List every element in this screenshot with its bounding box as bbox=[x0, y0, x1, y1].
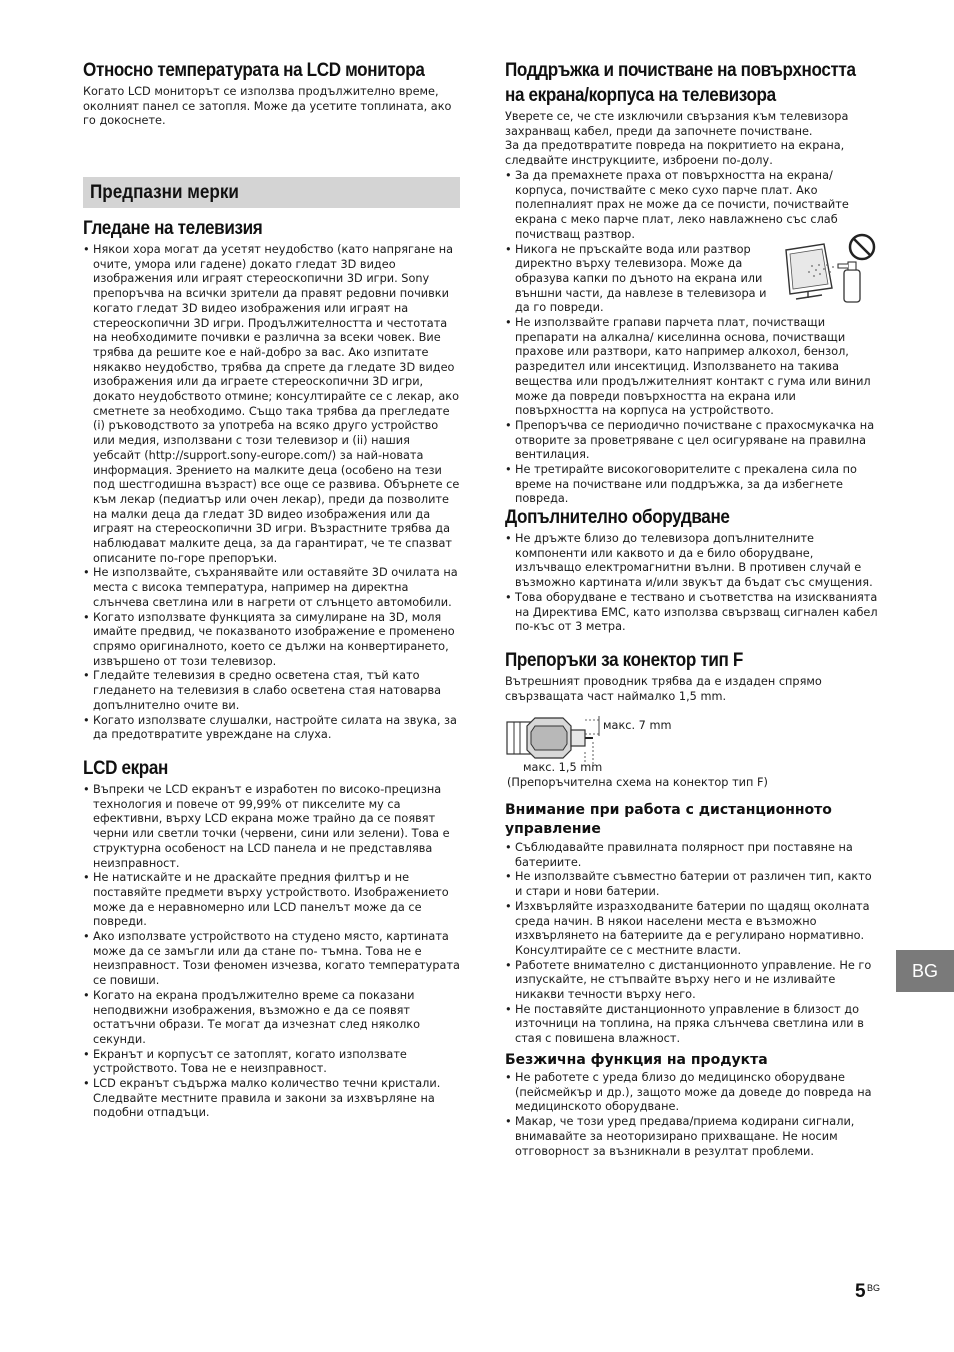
list-item: • LCD екранът съдържа малко количество течни кристали. Следвайте местните правила и закони за изхвърляне на подобни отпадъци. bbox=[83, 1077, 460, 1121]
lcd-screen-heading: LCD екран bbox=[83, 758, 169, 779]
tv-viewing-heading: Гледане на телевизия bbox=[83, 218, 263, 239]
list-item: • Екранът и корпусът се затоплят, когато използвате устройството. Това не е неизправност. bbox=[83, 1048, 460, 1077]
precautions-band bbox=[83, 177, 460, 208]
list-item: • Работете внимателно с дистанционното управление. Не го изпускайте, не стъпвайте върху него и не изливайте никакви течности върху него. bbox=[505, 959, 880, 1003]
list-item: • За да премахнете праха от повърхността на екрана/корпуса, почиствайте с меко сухо парче плат. Ако полепналият прах не може да се почисти, почиствайте екрана с меко парче плат, леко навлажнено със слаб почистващ разтвор. bbox=[505, 169, 880, 243]
lcd-temperature-heading: Относно температурата на LCD монитора bbox=[83, 60, 425, 81]
f-connector-text: Вътрешният проводник трябва да е издаден спрямо свързващата част наймалко 1,5 mm. bbox=[505, 675, 822, 703]
list-item: • Не използвайте, съхранявайте или оставяйте 3D очилата на места с висока температура, например на директна слънчева светлина или в нагрети от слънцето автомобили. bbox=[83, 566, 460, 610]
precautions-heading: Предпазни мерки bbox=[90, 182, 239, 203]
list-item: • Ако използвате устройството на студено място, картината може да се замъгли или да стане по- тъмна. Това не е неизправност. Този феномен изчезва, когато температурата се повиши. bbox=[83, 930, 460, 989]
remote-list bbox=[505, 841, 880, 1047]
remote-heading-line2: управление bbox=[505, 821, 601, 837]
remote-heading bbox=[505, 801, 832, 839]
list-item: • Когато използвате функцията за симулиране на 3D, моля имайте предвид, че показваното изображение е променено спрямо оригиналното, което се дължи на конвертирането, извършено от този телевизор. bbox=[83, 611, 460, 670]
f-connector-heading: Препоръки за конектор тип F bbox=[505, 650, 743, 671]
list-item: • Съблюдавайте правилната полярност при поставяне на батериите. bbox=[505, 841, 880, 870]
list-item: • Гледайте телевизия в средно осветена стая, тъй като гледането на телевизия в слабо осветена стая натоварва допълнително очите ви. bbox=[83, 669, 460, 713]
care-intro: Уверете се, че сте изключили свързания към телевизора захранващ кабел, преди да започнете почистване. За да предотвратите повреда на покритието на екрана, следвайте инструкциите, изброени по-долу. bbox=[505, 110, 849, 168]
f-connector-max-7mm-label: макс. 7 mm bbox=[603, 719, 672, 732]
list-item: • Някои хора могат да усетят неудобство (като напрягане на очите, умора или гадене) докато гледат 3D видео изображения или играят стереоскопични 3D игри. Sony препоръчва на всички зрители да правят редовни почивки когато гледат 3D видео изображения или играят на стереоскопични 3D игри. Продължителността и честотата на необходимите почивки е различна за всеки човек. Вие трябва да решите кое е най-добро за вас. Ако изпитате някакво неудобство, трябва да спрете да гледате 3D видео изображения или да играете стереоскопични 3D игри, докато неудобството отмине; консултирайте се с лекар, ако сметнете за необходимо. Също така трябва да прегледате (i) ръководството за употреба на всяко друго устройство или медия, използвани с този телевизор и (ii) нашия уебсайт (http://support.sony-europe.com/) за най-новата информация. Зрението на малките деца (особено на тези под шестгодишна възраст) все още се развива. Обърнете се към лекар (педиатър или очен лекар), преди да позволите на малки деца да гледат 3D видео изображения или да играят на стереоскопични 3D игри. Възрастните трябва да наблюдават малките деца, за да гарантират, че те спазват описаните по-горе препоръки. bbox=[83, 243, 460, 566]
list-item: • Въпреки че LCD екранът е изработен по високо-прецизна технология и повече от 99,99% от пикселите му са ефективни, върху LCD екрана може трайно да се появят черни или светли точки (червени, сини или зелени). Това е структурна особеност на LCD панела и не представлява неизправност. bbox=[83, 783, 460, 871]
list-item: • Не третирайте високоговорителите с прекалена сила по време на почистване или поддръжка, за да избегнете повреда. bbox=[505, 463, 880, 507]
tv-viewing-list bbox=[83, 243, 460, 743]
care-heading bbox=[505, 58, 880, 108]
remote-heading-line1: Внимание при работа с дистанционното bbox=[505, 802, 832, 818]
list-item: • Това оборудване е тествано и съответства на изискванията на Директива EMC, като използва свързващ сигнален кабел по-къс от 3 метра. bbox=[505, 591, 880, 635]
page-number: 5 bbox=[855, 1281, 866, 1302]
list-item: • Когато на екрана продължително време са показани неподвижни изображения, възможно е да се появят остатъчни образи. Те могат да изчезнат след няколко секунди. bbox=[83, 989, 460, 1048]
language-tab bbox=[896, 950, 954, 992]
list-item: • Не натискайте и не драскайте предния филтър и не поставяйте предмети върху устройството. Изображението може да е неравномерно или LCD панелът може да се повреди. bbox=[83, 871, 460, 930]
list-item: • Не работете с уреда близо до медицинско оборудване (пейсмейкър и др.), защото може да доведе до повреда на медицинското оборудване. bbox=[505, 1071, 880, 1115]
extra-equipment-heading: Допълнително оборудване bbox=[505, 507, 730, 528]
wireless-list bbox=[505, 1071, 880, 1159]
list-item: • Когато използвате слушалки, настройте силата на звука, за да предотвратите увреждане на слуха. bbox=[83, 714, 460, 743]
list-item: • Не поставяйте дистанционното управление в близост до източници на топлина, на пряка слънчева светлина или в стая с повишена влажност. bbox=[505, 1003, 880, 1047]
list-item: • Не дръжте близо до телевизора допълнителните компоненти или каквото и да е било оборудване, излъчващо електромагнитни вълни. В противен случай е възможно картината и/или звукът да бъдат със смущения. bbox=[505, 532, 880, 591]
care-heading-line2: на екрана/корпуса на телевизора bbox=[505, 85, 776, 106]
wireless-heading: Безжична функция на продукта bbox=[505, 1052, 768, 1068]
lcd-temperature-text: Когато LCD мониторът се използва продължително време, околният панел се затопля. Може да усетите топлината, ако го докоснете. bbox=[83, 85, 452, 128]
extra-equipment-list bbox=[505, 532, 880, 635]
list-item: • Не използвайте грапави парчета плат, почистващи препарати на алкална/ киселинна основа, почистващи прахове или разтвори, като например алкохол, бензол, разредител или инсектицид. Използването на такива вещества или продължителният контакт с гума или винил може да повреди повърхността на екрана или повърхността на корпуса на устройството. bbox=[505, 316, 880, 419]
care-heading-line1: Поддръжка и почистване на повърхността bbox=[505, 60, 856, 81]
list-item: • Препоръчва се периодично почистване с прахосмукачка на отворите за проветряване с цел осигуряване на правилна вентилация. bbox=[505, 419, 880, 463]
list-item: • Макар, че този уред предава/приема кодирани сигнали, внимавайте за неоторизирано прихващане. Не носим отговорност за възникнали в резултат проблеми. bbox=[505, 1115, 880, 1159]
list-item: • Изхвърляйте изразходваните батерии по щадящ околната среда начин. В някои населени места е възможно изхвърлянето на батериите да е регулирано нормативно. Консултирайте се с местните власти. bbox=[505, 900, 880, 959]
list-item: • Никога не пръскайте вода или разтвор директно върху телевизора. Може да образува капки по дъното на екрана или външни части, да навлезе в телевизора и да го повреди. bbox=[505, 243, 775, 317]
f-connector-caption: (Препоръчителна схема на конектор тип F) bbox=[507, 776, 768, 789]
list-item: • Не използвайте съвместно батерии от различен тип, както и стари и нови батерии. bbox=[505, 870, 880, 899]
lcd-screen-list bbox=[83, 783, 460, 1121]
care-list bbox=[505, 169, 880, 507]
page-number-suffix: BG bbox=[867, 1283, 881, 1293]
language-tab-label: BG bbox=[911, 960, 938, 981]
f-connector-max-1-5mm-label: макс. 1,5 mm bbox=[523, 761, 603, 774]
